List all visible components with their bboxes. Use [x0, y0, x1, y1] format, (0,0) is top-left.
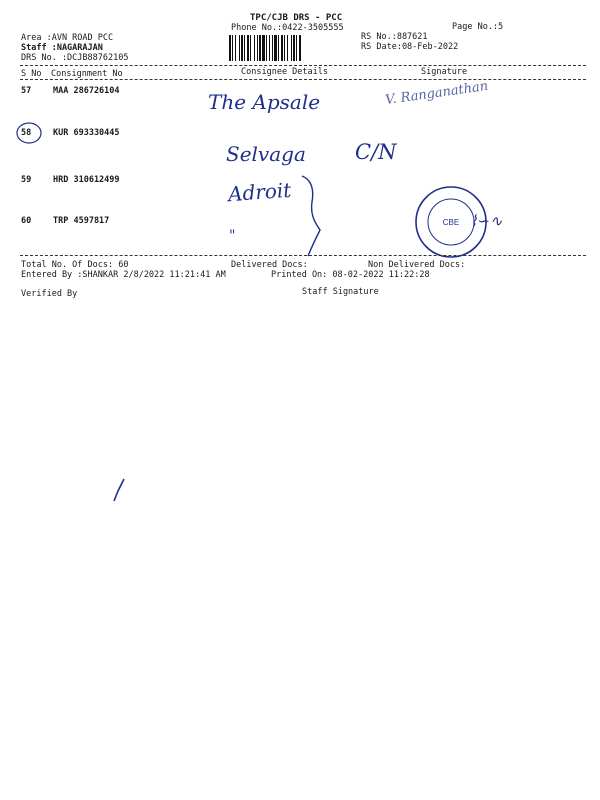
row-consignment: TRP 4597817: [53, 216, 110, 226]
divider-header: [20, 79, 586, 80]
col-header-consignment-no: Consignment No: [51, 69, 123, 79]
handwritten-consignee: Selvaga: [226, 142, 306, 166]
row-s-no: 59: [21, 175, 32, 185]
row-consignment: MAA 286726104: [53, 86, 120, 96]
phone-number: Phone No.:0422-3505555: [231, 23, 344, 33]
verified-by: Verified By: [21, 289, 78, 299]
col-header-s-no: S No: [21, 69, 42, 79]
non-delivered-docs: Non Delivered Docs:: [368, 260, 466, 270]
ditto-mark: ": [229, 228, 236, 244]
row-consignment: KUR 693330445: [53, 128, 120, 138]
handwritten-consignee: Adroit: [227, 177, 293, 207]
pen-mark: [110, 477, 130, 503]
printed-on: Printed On: 08-02-2022 11:22:28: [271, 270, 430, 280]
col-header-signature: Signature: [421, 67, 468, 77]
handwritten-signature: V. Ranganathan: [384, 78, 490, 109]
row-s-no: 60: [21, 216, 32, 226]
staff-label: Staff :NAGARAJAN: [21, 43, 103, 53]
row-s-no: 58: [21, 128, 32, 138]
handwritten-brace: [298, 172, 328, 262]
barcode: [229, 35, 357, 61]
row-s-no: 57: [21, 86, 32, 96]
handwritten-consignee: The Apsale: [208, 90, 321, 114]
handwritten-cn-mark: C/N: [355, 140, 397, 164]
col-header-consignee-details: Consignee Details: [241, 67, 328, 77]
svg-text:CBE: CBE: [442, 218, 460, 227]
staff-signature: Staff Signature: [302, 287, 379, 297]
divider-top: [20, 65, 586, 66]
entered-by: Entered By :SHANKAR 2/8/2022 11:21:41 AM: [21, 270, 226, 280]
rs-number: RS No.:887621: [361, 32, 428, 42]
page-number: Page No.:5: [452, 22, 504, 32]
divider-bottom: [20, 255, 586, 256]
drs-number: DRS No. :DCJB88762105: [21, 53, 129, 63]
total-docs: Total No. Of Docs: 60: [21, 260, 129, 270]
document-title: TPC/CJB DRS - PCC: [250, 13, 343, 23]
delivered-docs: Delivered Docs:: [231, 260, 308, 270]
row-consignment: HRD 310612499: [53, 175, 120, 185]
area-label: Area :AVN ROAD PCC: [21, 33, 114, 43]
rs-date: RS Date:08-Feb-2022: [361, 42, 459, 52]
stamp-signature-scribble: ⌇∽∿: [470, 212, 503, 230]
